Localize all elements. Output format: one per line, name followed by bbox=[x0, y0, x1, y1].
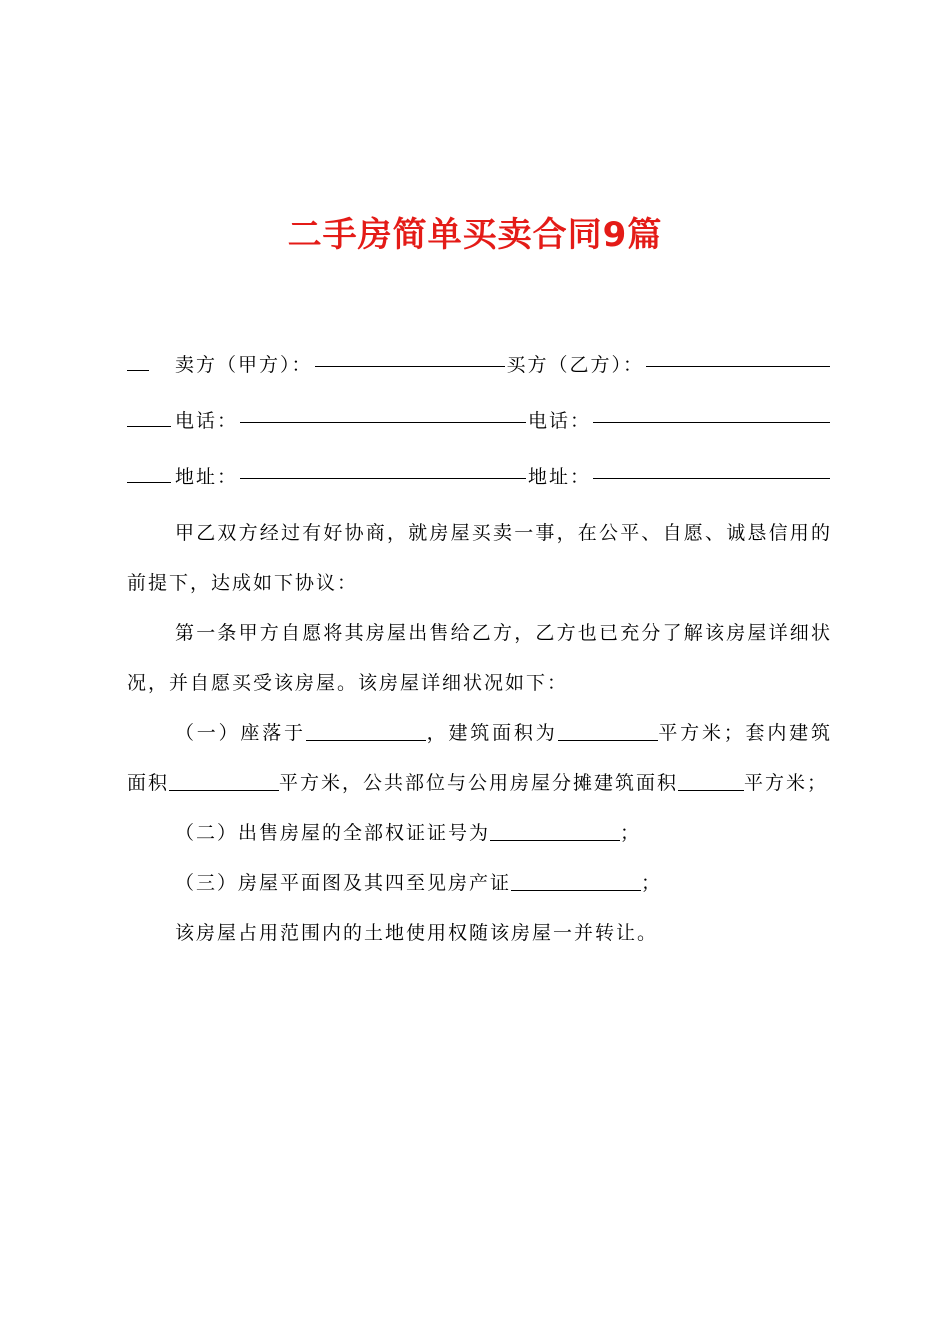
seller-address-blank[interactable] bbox=[240, 478, 526, 479]
buyer-name-blank-continued[interactable] bbox=[127, 370, 149, 371]
phone-row bbox=[127, 396, 832, 446]
item-1-shared-area-label: 平方米，公共部位与公用房屋分摊建筑面积 bbox=[279, 772, 679, 794]
property-certificate-blank[interactable] bbox=[511, 890, 641, 891]
item-1-paragraph bbox=[127, 708, 832, 808]
location-blank[interactable] bbox=[306, 740, 426, 741]
item-2-label: （二）出售房屋的全部权证证号为 bbox=[175, 822, 491, 844]
buyer-phone-blank[interactable] bbox=[593, 422, 830, 423]
item-1-area-label: ，建筑面积为 bbox=[425, 722, 558, 744]
seller-label: 卖方（甲方）： bbox=[175, 354, 313, 376]
item-3-paragraph bbox=[127, 858, 832, 908]
item-3-label: （三）房屋平面图及其四至见房产证 bbox=[175, 872, 512, 894]
document-body bbox=[127, 340, 832, 958]
certificate-number-blank[interactable] bbox=[490, 840, 620, 841]
seller-name-blank[interactable] bbox=[315, 366, 505, 367]
buyer-address-blank[interactable] bbox=[593, 478, 830, 479]
document-title: 二手房简单买卖合同9篇 bbox=[287, 215, 663, 255]
item-1-location-label: （一）座落于 bbox=[175, 722, 306, 744]
article-1-paragraph: 第一条甲方自愿将其房屋出售给乙方，乙方也已充分了解该房屋详细状况，并自愿买受该房屋。该房屋详细状况如下： bbox=[127, 622, 832, 694]
inner-area-blank[interactable] bbox=[169, 790, 279, 791]
building-area-blank[interactable] bbox=[558, 740, 658, 741]
address-label-seller: 地址： bbox=[175, 466, 239, 488]
buyer-phone-blank-continued[interactable] bbox=[127, 426, 171, 427]
address-label-buyer: 地址： bbox=[528, 466, 592, 488]
phone-label-seller: 电话： bbox=[175, 410, 239, 432]
buyer-name-blank[interactable] bbox=[646, 366, 830, 367]
land-use-paragraph: 该房屋占用范围内的土地使用权随该房屋一并转让。 bbox=[175, 922, 659, 944]
intro-paragraph: 甲乙双方经过有好协商，就房屋买卖一事，在公平、自愿、诚恳信用的前提下，达成如下协议： bbox=[127, 522, 832, 594]
item-1-unit-label: 平方米； bbox=[744, 772, 829, 794]
seller-phone-blank[interactable] bbox=[240, 422, 526, 423]
buyer-label: 买方（乙方）： bbox=[506, 354, 645, 376]
phone-label-buyer: 电话： bbox=[528, 410, 592, 432]
party-names-row bbox=[127, 340, 832, 390]
shared-area-blank[interactable] bbox=[678, 790, 744, 791]
item-2-end: ； bbox=[620, 822, 642, 844]
buyer-address-blank-continued[interactable] bbox=[127, 482, 171, 483]
address-row bbox=[127, 452, 832, 502]
item-3-end: ； bbox=[641, 872, 663, 894]
item-2-paragraph bbox=[127, 808, 832, 858]
item-1-inner-area-label: 平方米；套内建筑面积 bbox=[127, 722, 832, 794]
